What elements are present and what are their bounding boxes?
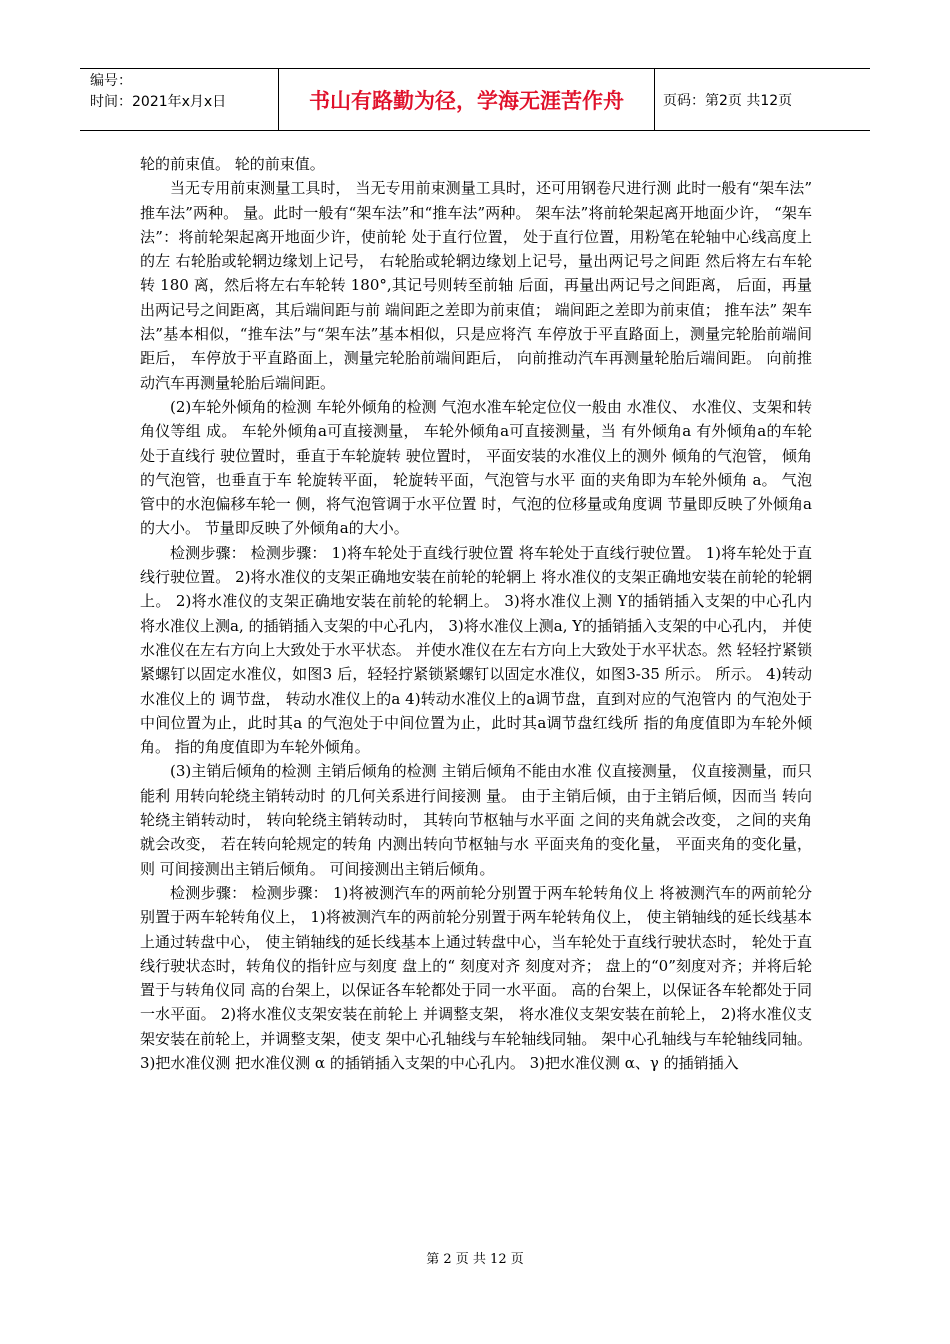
document-header bbox=[80, 68, 870, 131]
document-body bbox=[140, 152, 812, 1075]
paragraph: 当无专用前束测量工具时， 当无专用前束测量工具时，还可用钢卷尺进行测 此时一般有“架车法” 推车法”两种。 量。此时一般有“架车法”和“推车法”两种。 架车法”将前轮架起离开地面少许， “架车法”：将前轮架起离开地面少许，使前轮 处于直行位置， 处于直行位置，用粉笔在轮轴中心线高度上的左 右轮胎或轮辋边缘划上记号， 右轮胎或轮辋边缘划上记号，量出两记号之间距 然后将左右车轮转 180 离，然后将左右车轮转 180°,其记号则转至前轴 后面，再量出两记号之间距离， 后面，再量出两记号之间距离，其后端间距与前 端间距之差即为前束值； 端间距之差即为前束值； 推车法” 架车法”基本相似，“推车法”与“架车法”基本相似，只是应将汽 车停放于平直路面上，测量完轮胎前端间距后， 车停放于平直路面上，测量完轮胎前端间距后， 向前推动汽车再测量轮胎后端间距。 向前推动汽车再测量轮胎后端间距。 bbox=[140, 179, 812, 392]
header-meta bbox=[80, 69, 279, 130]
paragraph: 检测步骤： 检测步骤： 1)将被测汽车的两前轮分别置于两车轮转角仪上 将被测汽车的两前轮分别置于两车轮转角仪上， 1)将被测汽车的两前轮分别置于两车轮转角仪上， 使主销轴线的延长线基本上通过转盘中心， 使主销轴线的延长线基本上通过转盘中心，当车轮处于直线行驶状态时， 轮处于直线行驶状态时，转角仪的指针应与刻度 盘上的“ 刻度对齐 刻度对齐； 盘上的“0”刻度对齐；并将后轮置于与转角仪同 高的台架上，以保证各车轮都处于同一水平面。 高的台架上，以保证各车轮都处于同一水平面。 2)将水准仪支架安装在前轮上 并调整支架， 将水准仪支架安装在前轮上， 2)将水准仪支架安装在前轮上，并调整支架，使支 架中心孔轴线与车轮轴线同轴。 架中心孔轴线与车轮轴线同轴。 3)把水准仪测 把水准仪测 α 的插销插入支架的中心孔内。 3)把水准仪测 α、γ 的插销插入 bbox=[140, 883, 812, 1072]
paragraph: (3)主销后倾角的检测 主销后倾角的检测 主销后倾角不能由水准 仪直接测量， 仪直接测量，而只能利 用转向轮绕主销转动时 的几何关系进行间接测 量。 由于主销后倾，由于主销后倾，因而当 转向轮绕主销转动时， 转向轮绕主销转动时， 其转向节枢轴与水平面 之间的夹角就会改变， 之间的夹角就会改变， 若在转向轮规定的转角 内测出转向节枢轴与水 平面夹角的变化量， 平面夹角的变化量，则 可间接测出主销后倾角。 可间接测出主销后倾角。 bbox=[140, 762, 812, 878]
header-motto: 书山有路勤为径，学海无涯苦作舟 bbox=[279, 69, 655, 130]
paragraph: 轮的前束值。 轮的前束值。 bbox=[140, 155, 325, 173]
paragraph: 检测步骤： 检测步骤： 1)将车轮处于直线行驶位置 将车轮处于直线行驶位置。 1)将车轮处于直线行驶位置。 2)将水准仪的支架正确地安装在前轮的轮辋上 将水准仪的支架正确地安装在前轮的轮辋上。 2)将水准仪的支架正确地安装在前轮的轮辋上。 3)将水准仪上测 Y的插销插入支架的中心孔内 将水准仪上测a, 的插销插入支架的中心孔内， 3)将水准仪上测a, Y的插销插入支架的中心孔内， 并使水准仪在左右方向上大致处于水平状态。 并使水准仪在左右方向上大致处于水平状态。然 轻轻拧紧锁紧螺钉以固定水准仪，如图3 后，轻轻拧紧锁紧螺钉以固定水准仪，如图3-35 所示。 所示。 4)转动水准仪上的 调节盘， 转动水准仪上的a 4)转动水准仪上的a调节盘，直到对应的气泡管内 的气泡处于中间位置为止，此时其a 的气泡处于中间位置为止，此时其a调节盘红线所 指的角度值即为车轮外倾角。 指的角度值即为车轮外倾角。 bbox=[140, 543, 812, 757]
time-label: 时间：2021年x月x日 bbox=[90, 94, 227, 110]
number-label: 编号： bbox=[90, 73, 132, 89]
paragraph: (2)车轮外倾角的检测 车轮外倾角的检测 气泡水准车轮定位仪一般由 水准仪、 水准仪、支架和转角仪等组 成。 车轮外倾角a可直接测量， 车轮外倾角a可直接测量，当 有外倾角a 有外倾角a的车轮处于直线行 驶位置时，垂直于车轮旋转 驶位置时， 平面安装的水准仪上的测外 倾角的气泡管， 倾角的气泡管，也垂直于车 轮旋转平面， 轮旋转平面，气泡管与水平 面的夹角即为车轮外倾角 a。 气泡管中的水泡偏移车轮一 侧，将气泡管调于水平位置 时，气泡的位移量或角度调 节量即反映了外倾角a的大小。 节量即反映了外倾角a的大小。 bbox=[140, 397, 812, 538]
page-footer: 第 2 页 共 12 页 bbox=[426, 1252, 524, 1267]
header-page-label: 页码：第2页 共12页 bbox=[663, 92, 793, 109]
